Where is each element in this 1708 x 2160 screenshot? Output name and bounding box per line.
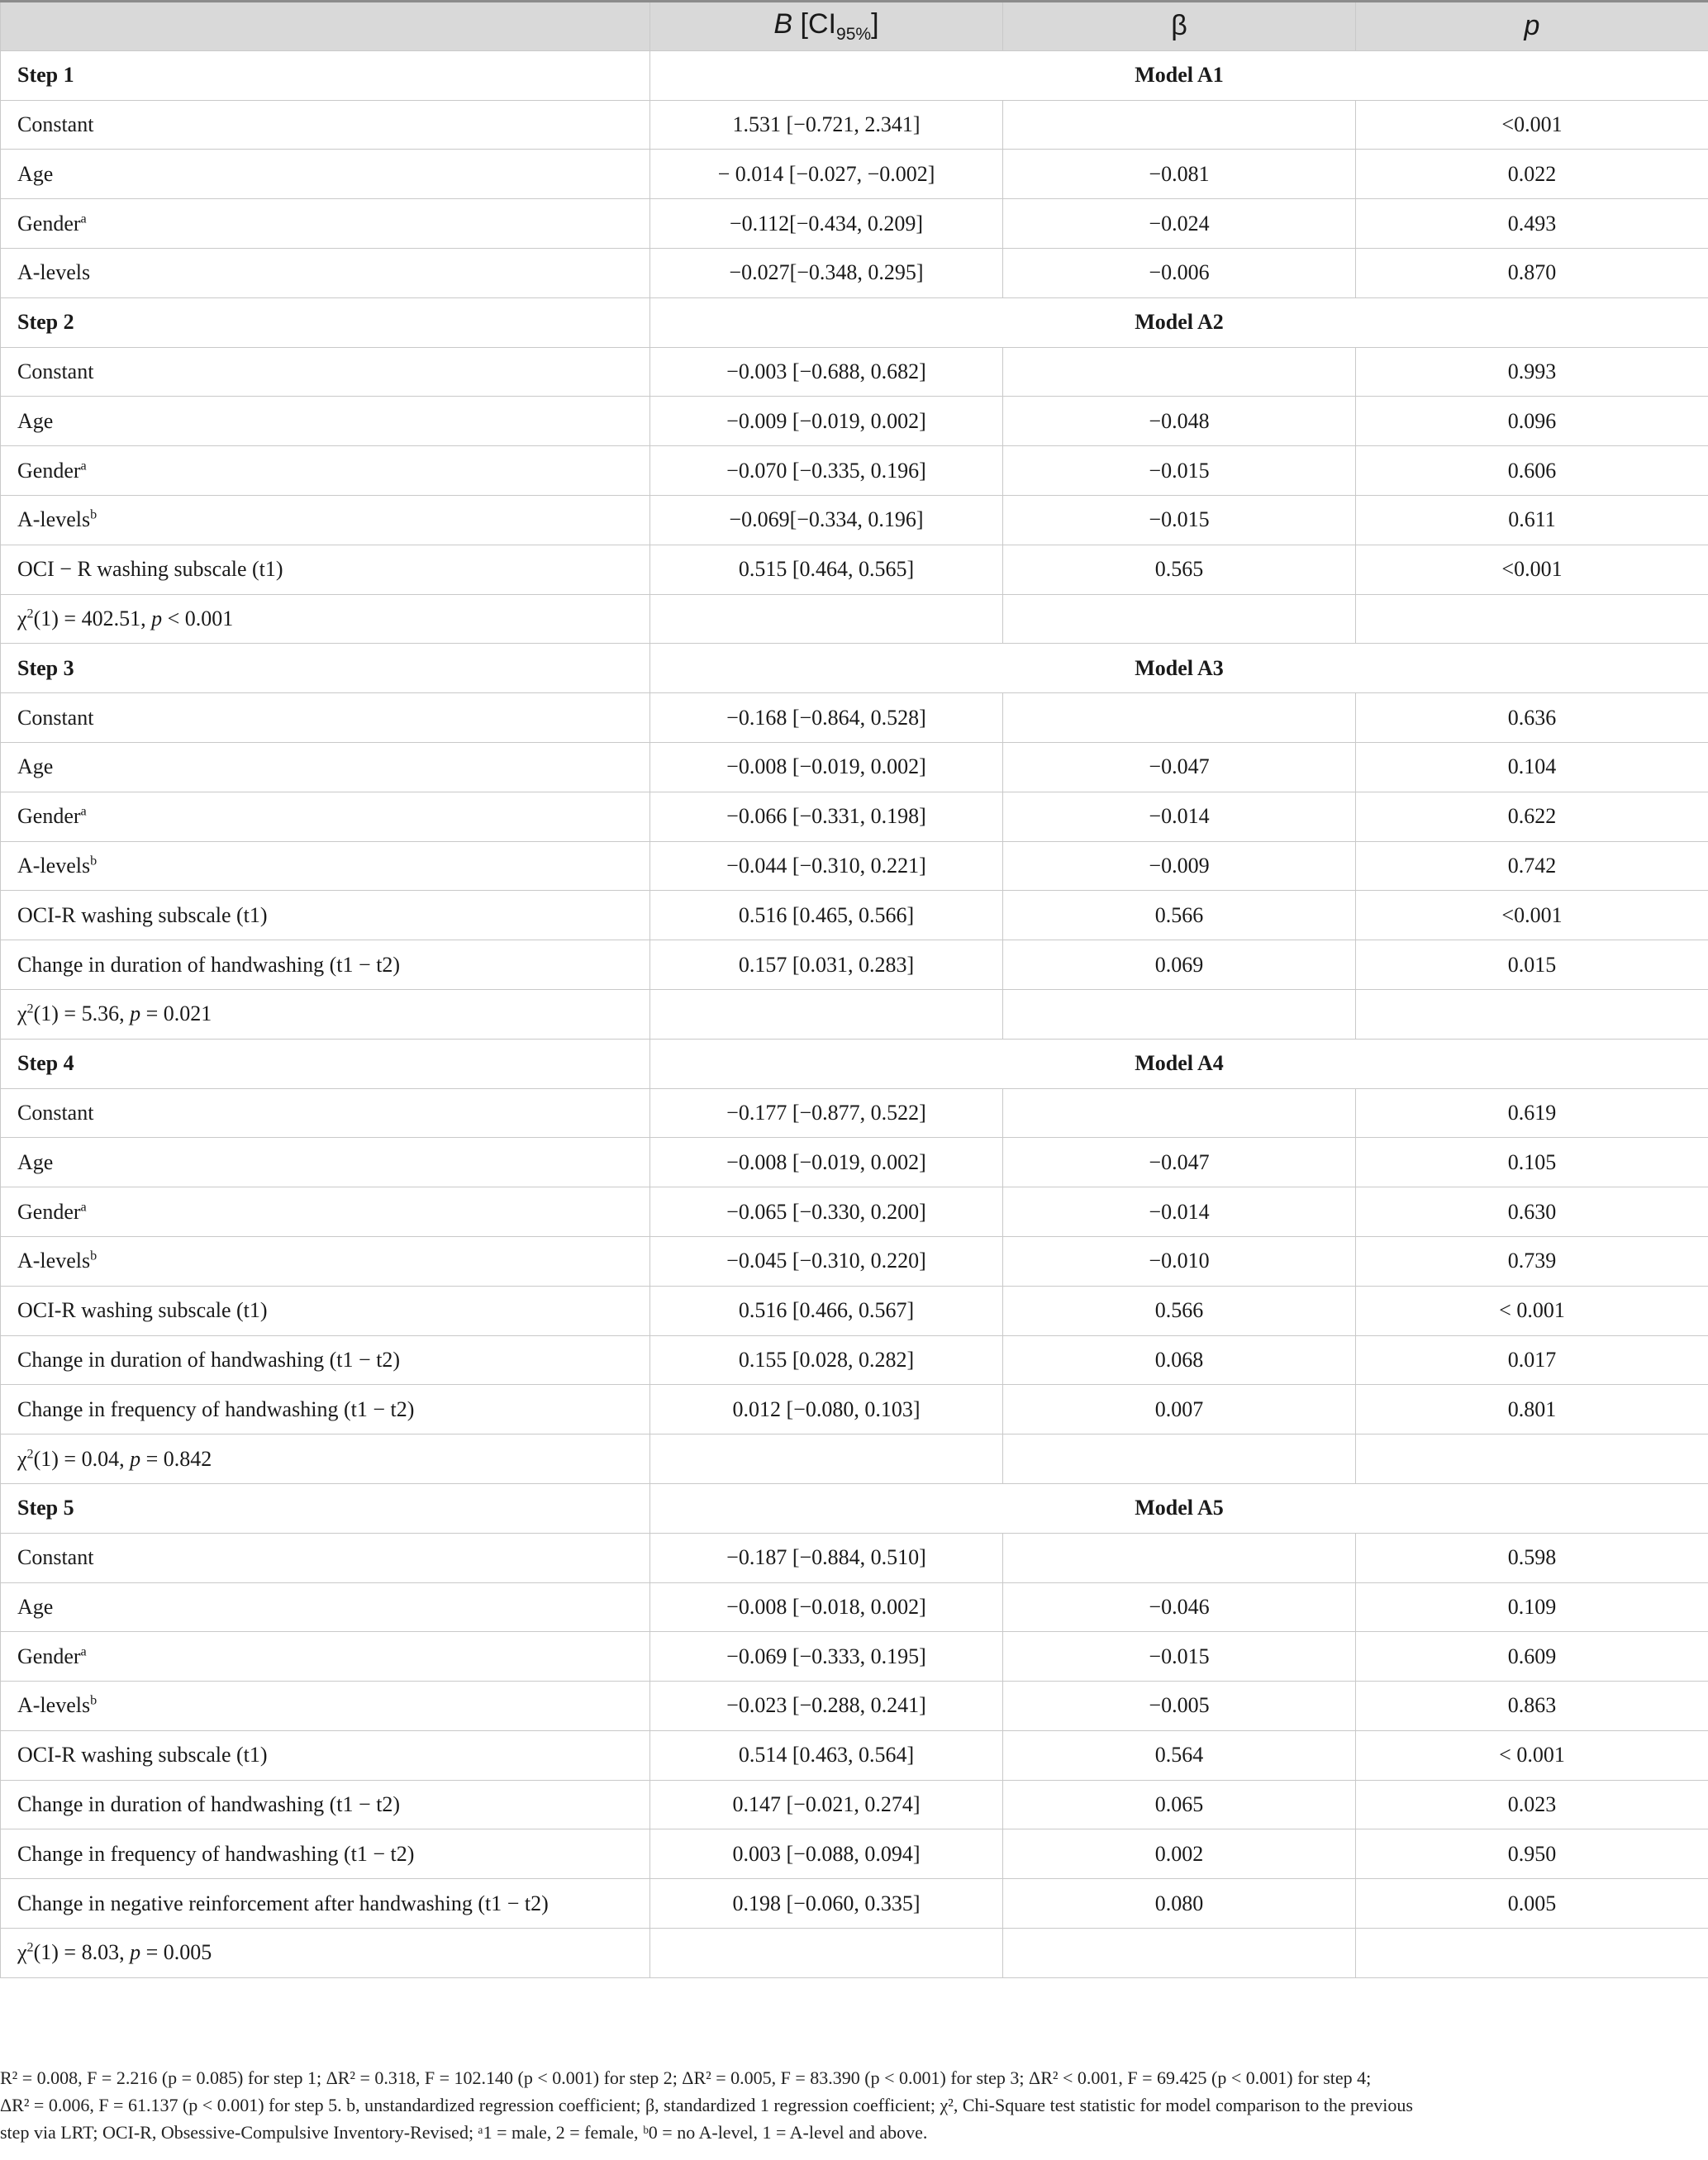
predictor-label: [1, 1632, 650, 1682]
predictor-name: Change in frequency of handwashing (t1 − t2): [17, 1396, 415, 1421]
b-ci-value: −0.066 [−0.331, 0.198]: [650, 792, 1003, 841]
p-value: 0.493: [1356, 199, 1708, 249]
p-value: 0.870: [1356, 248, 1708, 297]
chi-post: < 0.001: [162, 606, 234, 630]
p-value: 0.863: [1356, 1682, 1708, 1731]
p-value: < 0.001: [1356, 1730, 1708, 1780]
b-ci-value: −0.112[−0.434, 0.209]: [650, 199, 1003, 249]
predictor-name: Age: [17, 1149, 54, 1174]
header-ci-close: ]: [871, 8, 879, 40]
predictor-label: [1, 1187, 650, 1237]
b-ci-value: 0.003 [−0.088, 0.094]: [650, 1829, 1003, 1879]
b-ci-value: −0.027[−0.348, 0.295]: [650, 248, 1003, 297]
chi-p: p: [130, 1940, 141, 1965]
beta-value: −0.005: [1003, 1682, 1356, 1731]
chi-post: = 0.842: [140, 1446, 212, 1471]
chi-square-stat: [1, 1434, 650, 1484]
predictor-name: OCI − R washing subscale (t1): [17, 557, 283, 582]
beta-value: 0.002: [1003, 1829, 1356, 1879]
table-row: [1, 693, 1708, 743]
beta-value: 0.007: [1003, 1385, 1356, 1434]
chi-square-row: [1, 989, 1708, 1039]
header-b-symbol: B: [773, 8, 793, 40]
empty-cell: [650, 594, 1003, 644]
p-value: 0.993: [1356, 347, 1708, 397]
predictor-footnote-mark: b: [90, 854, 98, 868]
header-b-ci: [650, 2, 1003, 51]
p-value: 0.739: [1356, 1236, 1708, 1286]
model-label: Model A4: [650, 1039, 1708, 1088]
table-row: [1, 248, 1708, 297]
beta-value: [1003, 100, 1356, 150]
step-label: Step 4: [1, 1039, 650, 1088]
predictor-label: [1, 891, 650, 940]
predictor-footnote-mark: a: [80, 1199, 87, 1214]
table-row: [1, 841, 1708, 891]
beta-value: −0.015: [1003, 495, 1356, 545]
b-ci-value: −0.044 [−0.310, 0.221]: [650, 841, 1003, 891]
chi-symbol: χ: [17, 1001, 27, 1026]
predictor-label: [1, 1780, 650, 1829]
header-p: p: [1356, 2, 1708, 51]
p-value: 0.611: [1356, 495, 1708, 545]
chi-post: = 0.021: [140, 1001, 212, 1026]
p-value: 0.015: [1356, 940, 1708, 990]
empty-cell: [1003, 594, 1356, 644]
p-value: 0.801: [1356, 1385, 1708, 1434]
predictor-label: [1, 1236, 650, 1286]
step-label: Step 1: [1, 50, 650, 100]
step-header-row: [1, 644, 1708, 693]
p-value: 0.606: [1356, 446, 1708, 496]
predictor-name: Gender: [17, 458, 81, 483]
beta-value: [1003, 347, 1356, 397]
model-label: Model A2: [650, 297, 1708, 347]
table-row: [1, 1236, 1708, 1286]
b-ci-value: 0.198 [−0.060, 0.335]: [650, 1879, 1003, 1929]
p-value: 0.022: [1356, 150, 1708, 199]
p-value: 0.017: [1356, 1335, 1708, 1385]
beta-value: −0.009: [1003, 841, 1356, 891]
predictor-name: Gender: [17, 1644, 81, 1668]
b-ci-value: −0.003 [−0.688, 0.682]: [650, 347, 1003, 397]
table-row: [1, 1138, 1708, 1187]
table-row: [1, 891, 1708, 940]
predictor-footnote-mark: a: [80, 211, 87, 226]
table-row: [1, 1533, 1708, 1582]
beta-value: 0.564: [1003, 1730, 1356, 1780]
beta-value: −0.081: [1003, 150, 1356, 199]
beta-value: 0.068: [1003, 1335, 1356, 1385]
predictor-name: Constant: [17, 359, 94, 383]
p-value: 0.023: [1356, 1780, 1708, 1829]
beta-value: 0.069: [1003, 940, 1356, 990]
predictor-label: [1, 742, 650, 792]
b-ci-value: −0.045 [−0.310, 0.220]: [650, 1236, 1003, 1286]
b-ci-value: −0.187 [−0.884, 0.510]: [650, 1533, 1003, 1582]
beta-value: −0.015: [1003, 446, 1356, 496]
predictor-label: [1, 397, 650, 446]
predictor-name: A-levels: [17, 260, 91, 285]
predictor-footnote-mark: a: [80, 1644, 87, 1659]
chi-symbol: χ: [17, 606, 27, 630]
table-row: [1, 1088, 1708, 1138]
table-row: [1, 446, 1708, 496]
b-ci-value: −0.009 [−0.019, 0.002]: [650, 397, 1003, 446]
predictor-label: [1, 1730, 650, 1780]
p-value: 0.622: [1356, 792, 1708, 841]
chi-sup: 2: [26, 1001, 34, 1016]
table-row: [1, 495, 1708, 545]
predictor-label: [1, 940, 650, 990]
predictor-name: Age: [17, 161, 54, 186]
p-value: 0.619: [1356, 1088, 1708, 1138]
table-row: [1, 545, 1708, 594]
predictor-label: [1, 693, 650, 743]
chi-mid: (1) = 8.03,: [33, 1940, 131, 1965]
predictor-name: Gender: [17, 1199, 81, 1224]
b-ci-value: −0.065 [−0.330, 0.200]: [650, 1187, 1003, 1237]
table-row: [1, 1632, 1708, 1682]
predictor-name: Gender: [17, 211, 81, 236]
beta-value: −0.015: [1003, 1632, 1356, 1682]
table-header: [1, 2, 1708, 51]
chi-sup: 2: [26, 1940, 34, 1955]
chi-symbol: χ: [17, 1446, 27, 1471]
b-ci-value: 0.012 [−0.080, 0.103]: [650, 1385, 1003, 1434]
p-value: 0.598: [1356, 1533, 1708, 1582]
header-beta: β: [1003, 2, 1356, 51]
table-row: [1, 1286, 1708, 1335]
beta-value: 0.065: [1003, 1780, 1356, 1829]
predictor-footnote-mark: b: [90, 1693, 98, 1708]
b-ci-value: 0.157 [0.031, 0.283]: [650, 940, 1003, 990]
predictor-name: Gender: [17, 804, 81, 829]
predictor-name: Change in duration of handwashing (t1 − t2): [17, 1347, 401, 1372]
predictor-label: [1, 1335, 650, 1385]
predictor-name: Age: [17, 754, 54, 779]
table-row: [1, 1730, 1708, 1780]
b-ci-value: −0.008 [−0.019, 0.002]: [650, 1138, 1003, 1187]
footnote-line-1: R² = 0.008, F = 2.216 (p = 0.085) for step 1; ΔR² = 0.318, F = 102.140 (p < 0.001) for step 2; ΔR² = 0.005, F = 83.390 (p < 0.001) for step 3; ΔR² < 0.001, F = 69.425 (p < 0.001) for step 4;: [0, 2067, 1372, 2088]
beta-value: −0.006: [1003, 248, 1356, 297]
predictor-label: [1, 841, 650, 891]
header-blank-cell: [1, 2, 650, 51]
chi-mid: (1) = 5.36,: [33, 1001, 131, 1026]
table-row: [1, 1682, 1708, 1731]
b-ci-value: −0.008 [−0.019, 0.002]: [650, 742, 1003, 792]
predictor-name: OCI-R washing subscale (t1): [17, 1743, 268, 1767]
b-ci-value: 0.514 [0.463, 0.564]: [650, 1730, 1003, 1780]
table-row: [1, 1187, 1708, 1237]
chi-square-stat: [1, 989, 650, 1039]
predictor-label: [1, 792, 650, 841]
predictor-label: [1, 1682, 650, 1731]
header-ci-text: [CI: [800, 8, 836, 40]
beta-value: 0.080: [1003, 1879, 1356, 1929]
b-ci-value: −0.008 [−0.018, 0.002]: [650, 1582, 1003, 1632]
beta-value: [1003, 1533, 1356, 1582]
b-ci-value: 0.147 [−0.021, 0.274]: [650, 1780, 1003, 1829]
table-body: [1, 50, 1708, 1977]
table-row: [1, 347, 1708, 397]
table-row: [1, 397, 1708, 446]
model-label: Model A1: [650, 50, 1708, 100]
p-value: 0.950: [1356, 1829, 1708, 1879]
predictor-footnote-mark: b: [90, 507, 98, 522]
predictor-label: [1, 199, 650, 249]
p-value: <0.001: [1356, 891, 1708, 940]
chi-square-row: [1, 1929, 1708, 1978]
b-ci-value: −0.070 [−0.335, 0.196]: [650, 446, 1003, 496]
predictor-label: [1, 1138, 650, 1187]
predictor-name: Change in duration of handwashing (t1 − t2): [17, 1792, 401, 1817]
empty-cell: [1356, 989, 1708, 1039]
predictor-label: [1, 495, 650, 545]
chi-p: p: [130, 1446, 141, 1471]
predictor-name: A-levels: [17, 1249, 91, 1273]
chi-mid: (1) = 0.04,: [33, 1446, 131, 1471]
beta-value: −0.024: [1003, 199, 1356, 249]
b-ci-value: −0.069 [−0.333, 0.195]: [650, 1632, 1003, 1682]
predictor-label: [1, 1286, 650, 1335]
footnote-line-2: ΔR² = 0.006, F = 61.137 (p < 0.001) for step 5. b, unstandardized regression coefficient; β, standardized 1 regression coefficient; χ², Chi-Square test statistic for model comparison to the previous: [0, 2095, 1413, 2115]
empty-cell: [1003, 1929, 1356, 1978]
beta-value: −0.048: [1003, 397, 1356, 446]
predictor-label: [1, 1829, 650, 1879]
chi-mid: (1) = 402.51,: [33, 606, 152, 630]
predictor-label: [1, 150, 650, 199]
predictor-label: [1, 446, 650, 496]
predictor-label: [1, 100, 650, 150]
predictor-name: OCI-R washing subscale (t1): [17, 1298, 268, 1323]
table-row: [1, 150, 1708, 199]
p-value: 0.104: [1356, 742, 1708, 792]
empty-cell: [1003, 989, 1356, 1039]
table-row: [1, 742, 1708, 792]
predictor-name: Age: [17, 1594, 54, 1619]
b-ci-value: 0.515 [0.464, 0.565]: [650, 545, 1003, 594]
predictor-name: Age: [17, 408, 54, 433]
predictor-footnote-mark: b: [90, 1249, 98, 1263]
chi-p: p: [130, 1001, 141, 1026]
table-row: [1, 1780, 1708, 1829]
p-value: 0.096: [1356, 397, 1708, 446]
empty-cell: [1356, 1929, 1708, 1978]
predictor-footnote-mark: a: [80, 804, 87, 819]
empty-cell: [1356, 1434, 1708, 1484]
empty-cell: [1356, 594, 1708, 644]
table-footnote: [0, 2059, 1708, 2146]
step-header-row: [1, 1039, 1708, 1088]
p-value: 0.742: [1356, 841, 1708, 891]
b-ci-value: −0.069[−0.334, 0.196]: [650, 495, 1003, 545]
p-value: 0.105: [1356, 1138, 1708, 1187]
b-ci-value: 0.516 [0.466, 0.567]: [650, 1286, 1003, 1335]
chi-post: = 0.005: [140, 1940, 212, 1965]
table-row: [1, 100, 1708, 150]
predictor-label: [1, 1879, 650, 1929]
beta-value: 0.565: [1003, 545, 1356, 594]
p-value: 0.630: [1356, 1187, 1708, 1237]
chi-symbol: χ: [17, 1940, 27, 1965]
p-value: <0.001: [1356, 100, 1708, 150]
beta-value: −0.014: [1003, 792, 1356, 841]
p-value: 0.005: [1356, 1879, 1708, 1929]
beta-value: −0.010: [1003, 1236, 1356, 1286]
predictor-label: [1, 1088, 650, 1138]
model-label: Model A3: [650, 644, 1708, 693]
b-ci-value: 0.155 [0.028, 0.282]: [650, 1335, 1003, 1385]
beta-value: [1003, 1088, 1356, 1138]
beta-value: −0.047: [1003, 1138, 1356, 1187]
b-ci-value: −0.023 [−0.288, 0.241]: [650, 1682, 1003, 1731]
predictor-name: Constant: [17, 705, 94, 730]
predictor-label: [1, 248, 650, 297]
chi-square-row: [1, 1434, 1708, 1484]
beta-value: −0.046: [1003, 1582, 1356, 1632]
empty-cell: [650, 989, 1003, 1039]
predictor-footnote-mark: a: [80, 458, 87, 473]
chi-sup: 2: [26, 607, 34, 621]
empty-cell: [650, 1929, 1003, 1978]
table-row: [1, 1879, 1708, 1929]
b-ci-value: 0.516 [0.465, 0.566]: [650, 891, 1003, 940]
table-row: [1, 1829, 1708, 1879]
b-ci-value: − 0.014 [−0.027, −0.002]: [650, 150, 1003, 199]
step-header-row: [1, 297, 1708, 347]
b-ci-value: −0.168 [−0.864, 0.528]: [650, 693, 1003, 743]
beta-value: −0.014: [1003, 1187, 1356, 1237]
beta-value: 0.566: [1003, 891, 1356, 940]
b-ci-value: 1.531 [−0.721, 2.341]: [650, 100, 1003, 150]
table-row: [1, 1385, 1708, 1434]
table-row: [1, 199, 1708, 249]
header-ci-sub: 95%: [835, 24, 872, 44]
chi-p: p: [151, 606, 163, 630]
chi-square-stat: [1, 1929, 650, 1978]
p-value: < 0.001: [1356, 1286, 1708, 1335]
empty-cell: [650, 1434, 1003, 1484]
model-label: Model A5: [650, 1483, 1708, 1533]
b-ci-value: −0.177 [−0.877, 0.522]: [650, 1088, 1003, 1138]
step-label: Step 3: [1, 644, 650, 693]
step-header-row: [1, 1483, 1708, 1533]
predictor-label: [1, 1582, 650, 1632]
predictor-label: [1, 1385, 650, 1434]
chi-square-stat: [1, 594, 650, 644]
predictor-label: [1, 545, 650, 594]
step-label: Step 2: [1, 297, 650, 347]
predictor-name: Constant: [17, 1100, 94, 1125]
chi-square-row: [1, 594, 1708, 644]
predictor-name: OCI-R washing subscale (t1): [17, 902, 268, 927]
footnote-line-3: step via LRT; OCI-R, Obsessive-Compulsive Inventory-Revised; ᵃ1 = male, 2 = female, ᵇ0 = no A-level, 1 = A-level and above.: [0, 2122, 928, 2143]
table-row: [1, 1335, 1708, 1385]
predictor-label: [1, 347, 650, 397]
step-label: Step 5: [1, 1483, 650, 1533]
predictor-name: Change in negative reinforcement after handwashing (t1 − t2): [17, 1891, 549, 1915]
predictor-name: Constant: [17, 112, 94, 136]
step-header-row: [1, 50, 1708, 100]
table-row: [1, 792, 1708, 841]
predictor-name: A-levels: [17, 853, 91, 878]
header-row: [1, 2, 1708, 51]
beta-value: [1003, 693, 1356, 743]
empty-cell: [1003, 1434, 1356, 1484]
beta-value: −0.047: [1003, 742, 1356, 792]
beta-value: 0.566: [1003, 1286, 1356, 1335]
p-value: <0.001: [1356, 545, 1708, 594]
table-row: [1, 1582, 1708, 1632]
predictor-name: Constant: [17, 1545, 94, 1570]
p-value: 0.109: [1356, 1582, 1708, 1632]
p-value: 0.609: [1356, 1632, 1708, 1682]
predictor-name: A-levels: [17, 1693, 91, 1718]
predictor-name: Change in frequency of handwashing (t1 − t2): [17, 1841, 415, 1866]
predictor-label: [1, 1533, 650, 1582]
chi-sup: 2: [26, 1446, 34, 1461]
predictor-name: A-levels: [17, 507, 91, 532]
predictor-name: Change in duration of handwashing (t1 − t2): [17, 952, 401, 977]
table-row: [1, 940, 1708, 990]
p-value: 0.636: [1356, 693, 1708, 743]
